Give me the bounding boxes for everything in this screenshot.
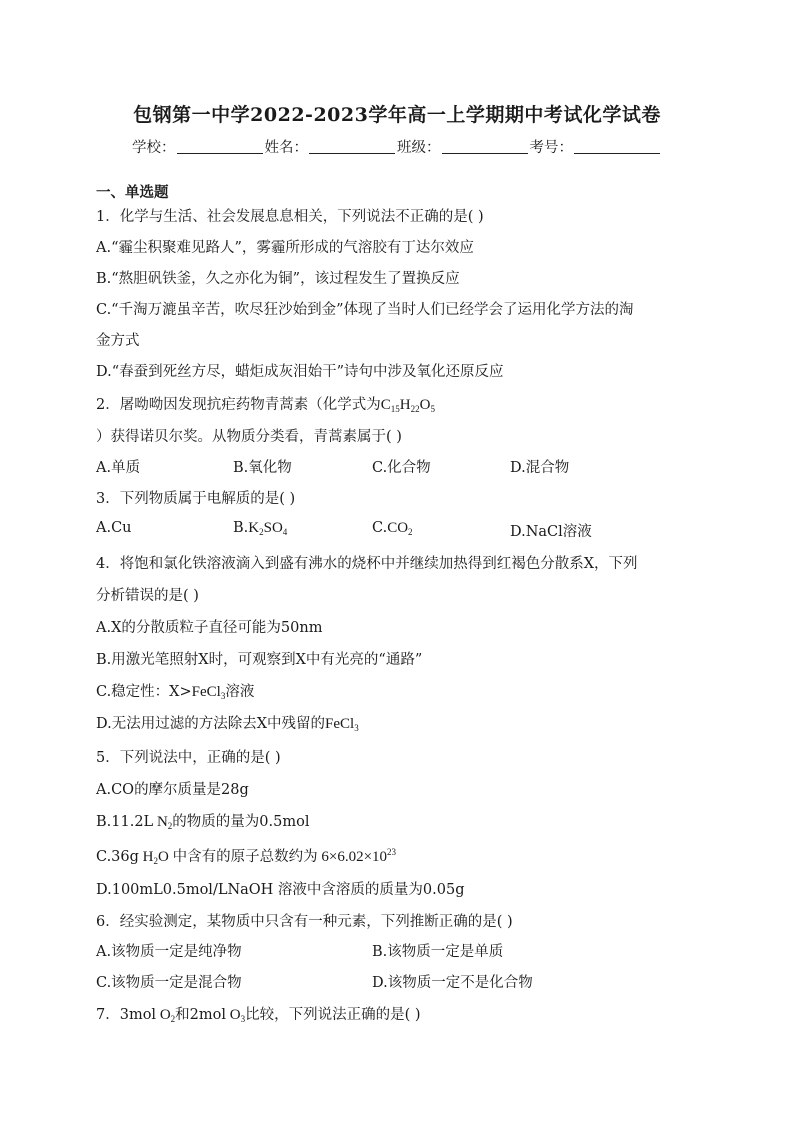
q3-option-d: D.NaCl溶液 xyxy=(510,524,592,540)
q5-option-c xyxy=(96,845,396,866)
q5-option-b-suffix: 的物质的量为0.5mol xyxy=(172,814,310,830)
q1-option-c-line2: 金方式 xyxy=(96,333,140,349)
q6-option-d: D.该物质一定不是化合物 xyxy=(372,975,533,991)
page-title: 包钢第一中学2022-2023学年高一上学期期中考试化学试卷 xyxy=(133,104,661,126)
q6-options-row1 xyxy=(96,940,716,960)
q5-stem: 5．下列说法中，正确的是( ) xyxy=(96,750,281,766)
q4-stem-line1: 4．将饱和氯化铁溶液滴入到盛有沸水的烧杯中并继续加热得到红褐色分散系X，下列 xyxy=(96,556,638,572)
q2-stem-line2: ）获得诺贝尔奖。从物质分类看，青蒿素属于( ) xyxy=(96,429,402,445)
student-info-line xyxy=(0,136,794,157)
q3-stem: 3．下列物质属于电解质的是( ) xyxy=(96,491,296,507)
school-label: 学校： xyxy=(132,140,176,156)
q5-option-b xyxy=(96,810,309,831)
q7-stem-text: 7．3mol xyxy=(96,1007,157,1023)
q3-option-a: A.Cu xyxy=(96,520,132,536)
q4-option-d xyxy=(96,712,359,733)
q2-option-c: C.化合物 xyxy=(372,460,431,476)
q6-stem: 6．经实验测定，某物质中只含有一种元素，下列推断正确的是( ) xyxy=(96,914,513,930)
q7-stem-mid: 和2mol xyxy=(175,1007,227,1023)
q6-option-c: C.该物质一定是混合物 xyxy=(96,975,242,991)
q4-option-b: B.用激光笔照射X时，可观察到X中有光亮的“通路” xyxy=(96,652,423,668)
q4-option-d-text: D.无法用过滤的方法除去X中残留的 xyxy=(96,716,326,732)
q2-option-b: B.氧化物 xyxy=(233,460,292,476)
q4-option-a: A.X的分散质粒子直径可能为50nm xyxy=(96,620,323,636)
q2-option-d: D.混合物 xyxy=(510,460,570,476)
q3-option-c: $C.CO_2$ xyxy=(372,520,413,537)
q1-stem: 1．化学与生活、社会发展息息相关，下列说法不正确的是( ) xyxy=(96,209,484,225)
q7-stem-suffix: 比较，下列说法正确的是( ) xyxy=(245,1007,421,1023)
q3-option-b: $B.K_2SO_4$ xyxy=(233,520,288,537)
q5-option-c-mid: 中含有的原子总数约为 xyxy=(172,849,318,865)
section-heading: 一、单选题 xyxy=(96,184,169,201)
q1-option-b: B.“熬胆矾铁釜，久之亦化为铜”，该过程发生了置换反应 xyxy=(96,271,460,287)
q1-option-a: A.“霾尘积聚难见路人”，雾霾所形成的气溶胶有丁达尔效应 xyxy=(96,240,474,256)
q4-option-c-text: C.稳定性：X> xyxy=(96,684,192,700)
q5-option-b-formula: $N_2$ xyxy=(153,814,173,831)
q6-option-a: A.该物质一定是纯净物 xyxy=(96,944,242,960)
q2-stem xyxy=(96,393,435,414)
q4-stem-line2: 分析错误的是( ) xyxy=(96,588,199,604)
class-label: 班级： xyxy=(397,140,441,156)
name-blank[interactable] xyxy=(309,139,395,154)
q5-option-c-text: C.36g xyxy=(96,849,139,865)
q3-option-b-formula: $K_2SO_4$ xyxy=(248,520,288,537)
q1-option-c-line1: C.“千淘万漉虽辛苦，吹尽狂沙始到金”体现了当时人们已经学会了运用化学方法的淘 xyxy=(96,302,634,318)
q4-option-d-formula: FeCl$_3$ xyxy=(325,716,359,733)
number-label: 考号： xyxy=(529,140,573,156)
q5-option-d: D.100mL0.5mol/LNaOH 溶液中含溶质的质量为0.05g xyxy=(96,882,465,898)
q5-option-a: A.CO的摩尔质量是28g xyxy=(96,782,249,798)
q4-option-c xyxy=(96,680,254,701)
q2-formula-render: $C_{15}H_{22}O_5$ xyxy=(380,397,435,414)
q3-option-c-formula: $CO_2$ xyxy=(387,520,413,537)
q1-option-d: D.“春蚕到死丝方尽，蜡炬成灰泪始干”诗句中涉及氧化还原反应 xyxy=(96,364,504,380)
q4-option-c-suffix: 溶液 xyxy=(225,684,255,700)
q2-option-a: A.单质 xyxy=(96,460,141,476)
q7-formula-o3: $O_3$ xyxy=(226,1007,246,1024)
q3-options xyxy=(96,520,716,540)
q7-stem xyxy=(96,1003,421,1024)
name-label: 姓名： xyxy=(264,140,308,156)
q2-stem-text: 2．屠呦呦因发现抗疟药物青蒿素（化学式为 xyxy=(96,397,381,413)
q5-option-c-formula: $H_2O$ xyxy=(138,849,173,866)
school-blank[interactable] xyxy=(177,139,263,154)
q6-options-row2 xyxy=(96,971,716,991)
q2-options xyxy=(96,456,716,476)
class-blank[interactable] xyxy=(442,139,528,154)
q5-option-b-text: B.11.2L xyxy=(96,814,154,830)
q4-option-c-formula: FeCl$_3$ xyxy=(191,684,226,701)
number-blank[interactable] xyxy=(574,139,660,154)
q5-option-c-number: $6\times 6.02\times 10^{23}$ xyxy=(321,847,397,865)
q6-option-b: B.该物质一定是单质 xyxy=(372,944,504,960)
q7-formula-o2: $O_2$ xyxy=(156,1007,176,1024)
